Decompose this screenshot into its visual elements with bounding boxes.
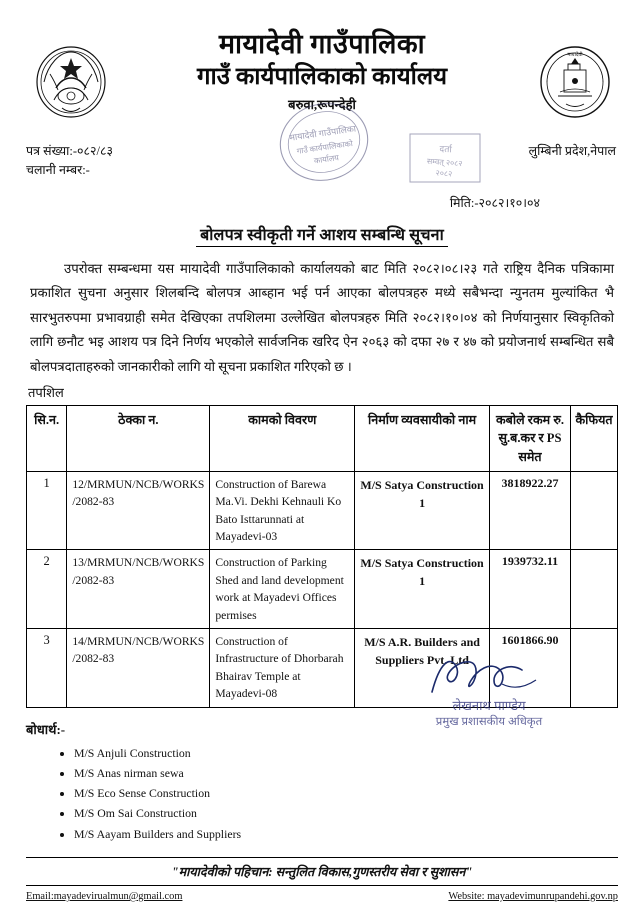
footer-website[interactable]: Website: mayadevimunrupandehi.gov.np — [448, 891, 618, 902]
document-date: मिति:-२०८२।१०।०४ — [449, 196, 540, 210]
cell-contract-number: 12/MRMUN/NCB/WORKS /2082-83 — [67, 471, 210, 550]
cell-contractor-name: M/S A.R. Builders and Suppliers Pvt. Ltd — [355, 628, 490, 707]
cell-serial-number: 2 — [27, 550, 67, 629]
svg-text:कार्यालय: कार्यालय — [313, 153, 340, 166]
cell-contractor-name: M/S Satya Construction 1 — [355, 471, 490, 550]
svg-text:गाउँ कार्यपालिकाको: गाउँ कार्यपालिकाको — [296, 139, 354, 156]
organization-subtitle: गाउँ कार्यपालिकाको कार्यालय — [196, 63, 448, 90]
cell-remarks — [571, 471, 618, 550]
footer-divider — [26, 857, 618, 858]
cell-quoted-amount: 1601866.90 — [489, 628, 570, 707]
organization-title: मायादेवी गाउँपालिका — [218, 29, 426, 59]
cell-work-description: Construction of Barewa Ma.Vi. Dekhi Kehnauli Ko Bato Isttarunnati at Mayadevi-03 — [210, 471, 355, 550]
tapasil-label: तपशिल — [28, 385, 64, 401]
nepal-government-emblem-icon — [34, 44, 108, 120]
list-item: • M/S Om Sai Construction — [74, 803, 618, 823]
table-row — [27, 550, 618, 629]
svg-text:सम्वत् २०८२: सम्वत् २०८२ — [426, 156, 463, 169]
footer-email[interactable]: Email:mayadevirualmun@gmail.com — [26, 891, 183, 902]
cell-work-description: Construction of Parking Shed and land development work at Mayadevi Offices permises — [210, 550, 355, 629]
signatory-name: लेखनाथ पाण्डेय — [452, 698, 526, 713]
organization-place: बरुवा,रूपन्देही — [288, 96, 356, 112]
notice-body-paragraph: उपरोक्त सम्बन्धमा यस मायादेवी गाउँपालिकाको कार्यालयको बाट मिति २०८२।०८।२३ गते राष्ट्रिय दैनिक पत्रिकामा प्रकाशित सुचना अनुसार शिलबन्दि बोलपत्र आब्हान भई पर्न आएका बोलपत्रहरु मध्ये सबैभन्दा न्युनतम मुल्यांकित भै सारभुतरुपमा प्रभावग्राही समेत देखिएका तपशिलमा उल्लेखित बोलपत्रहरु मिति २०८२।१०।०४ को निर्णयानुसार स्विकृतिको लागि छनौट भइ आशय पत्र दिने निर्णय भएकोले सार्वजनिक खरिद ऐन २०६३ को दफा २७ र ४७ को प्रयोजनार्थ सम्बन्धित सबै बोलपत्रदाताहरुको जानकारीको लागि यो सूचना प्रकाशित गरिएको छ । — [30, 261, 614, 374]
notice-title: बोलपत्र स्वीकृती गर्ने आशय सम्बन्धि सूचना — [196, 223, 448, 247]
list-item: • M/S Anas nirman sewa — [74, 763, 618, 783]
signatory-post: प्रमुख प्रशासकीय अधिकृत — [435, 716, 543, 728]
cell-contract-number: 13/MRMUN/NCB/WORKS /2082-83 — [67, 550, 210, 629]
cell-work-description: Construction of Infrastructure of Dhorbarah Bhairav Temple at Mayadevi-08 — [210, 628, 355, 707]
mayadevi-rural-municipality-logo-icon — [538, 44, 612, 120]
cell-quoted-amount: 1939732.11 — [489, 550, 570, 629]
letter-number: पत्र संख्या:-०८२/८३ — [26, 144, 113, 158]
header-contract-number: ठेक्का न. — [67, 406, 210, 472]
footer-contacts — [26, 885, 618, 902]
header-serial-number: सि.न. — [27, 406, 67, 472]
header-quoted-amount: कबोले रकम रु. सु.ब.कर र PS समेत — [489, 406, 570, 472]
document-header — [26, 22, 618, 143]
footer-slogan: "मायादेवीको पहिचान: सन्तुलित विकास,गुणस्तरीय सेवा र सुशासन" — [171, 865, 473, 879]
header-contractor-name: निर्माण व्यवसायीको नाम — [355, 406, 490, 472]
svg-text:मायादेवी: मायादेवी — [567, 53, 583, 58]
document-footer — [0, 857, 644, 910]
svg-text:२०८२: २०८२ — [435, 168, 453, 179]
handwritten-signature-icon — [394, 652, 584, 698]
signature-block — [394, 652, 584, 762]
notice-title-wrap — [26, 223, 618, 247]
header-work-description: कामको विवरण — [210, 406, 355, 472]
cc-label: बोधार्थ:- — [26, 721, 66, 737]
cell-contract-number: 14/MRMUN/NCB/WORKS /2082-83 — [67, 628, 210, 707]
list-item: • M/S Aayam Builders and Suppliers — [74, 824, 618, 844]
cell-remarks — [571, 550, 618, 629]
dispatch-number: चलानी नम्बर:- — [26, 163, 90, 178]
cell-serial-number: 1 — [27, 471, 67, 550]
reference-line — [26, 142, 618, 188]
list-item: • M/S Anjuli Construction — [74, 743, 618, 763]
cell-contractor-name: M/S Satya Construction 1 — [355, 550, 490, 629]
cell-quoted-amount: 3818922.27 — [489, 471, 570, 550]
svg-text:मायादेवी गाउँपालिका: मायादेवी गाउँपालिका — [288, 123, 357, 143]
svg-text:दर्ता: दर्ता — [439, 143, 453, 155]
table-row — [27, 471, 618, 550]
header-remarks: कैफियत — [571, 406, 618, 472]
province-label: लुम्बिनी प्रदेश,नेपाल — [528, 144, 616, 158]
table-header-row — [27, 406, 618, 472]
cell-serial-number: 3 — [27, 628, 67, 707]
list-item: • M/S Eco Sense Construction — [74, 783, 618, 803]
